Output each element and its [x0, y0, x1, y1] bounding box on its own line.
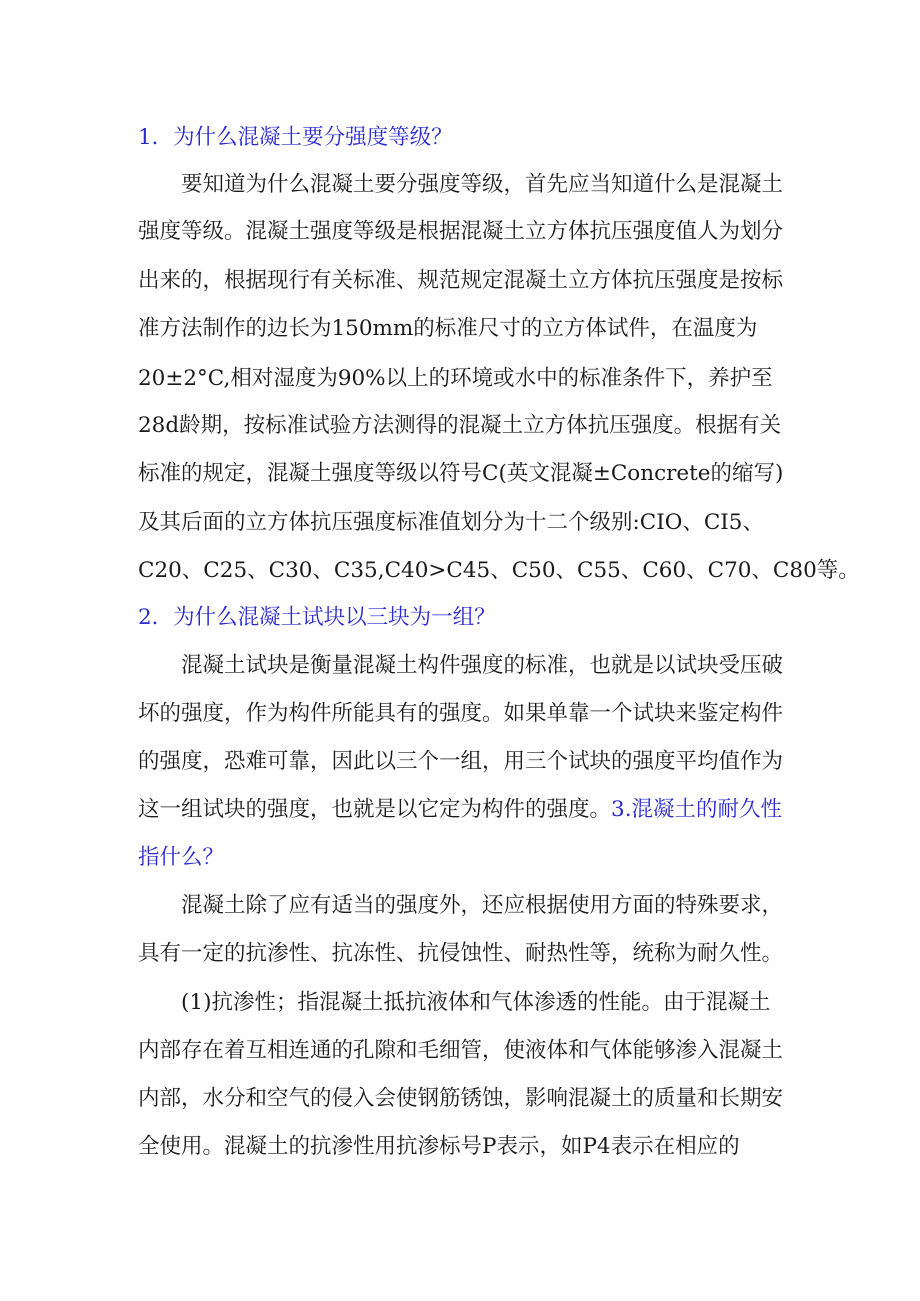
para-4-line: 全使用。混凝土的抗渗性用抗渗标号P表示，如P4表示在相应的: [138, 1134, 740, 1159]
para-4-line: 内部存在着互相连通的孔隙和毛细管，使液体和气体能够渗入混凝土: [138, 1038, 784, 1063]
para-2-line: [138, 799, 782, 821]
para-1-line: 出来的，根据现行有关标准、规范规定混凝土立方体抗压强度是按标: [138, 268, 784, 293]
para-1-line: 28d龄期，按标准试验方法测得的混凝土立方体抗压强度。根据有关: [138, 413, 782, 438]
heading-3-part-b: 指什么？: [138, 845, 225, 870]
para-1-line: C20、C25、C30、C35,C40>C45、C50、C55、C60、C70、C80等。: [138, 558, 860, 583]
para-1-line: 强度等级。混凝土强度等级是根据混凝土立方体抗压强度值人为划分: [138, 219, 784, 244]
para-2-line: 坏的强度，作为构件所能具有的强度。如果单靠一个试块来鉴定构件: [138, 701, 784, 726]
para-2-line: 的强度，恐难可靠，因此以三个一组，用三个试块的强度平均值作为: [138, 749, 784, 774]
para-4-line: 内部，水分和空气的侵入会使钢筋锈蚀，影响混凝土的质量和长期安: [138, 1086, 784, 1111]
para-1-line: 及其后面的立方体抗压强度标准值划分为十二个级别:CIO、CI5、: [138, 510, 764, 535]
heading-2: 2．为什么混凝土试块以三块为一组？: [138, 605, 496, 630]
para-3-line: 混凝土除了应有适当的强度外，还应根据使用方面的特殊要求，: [181, 893, 784, 918]
para-1-line: 标准的规定，混凝土强度等级以符号C(英文混凝±Concrete的缩写): [138, 461, 784, 486]
para-1-line: 20±2°C,相对湿度为90%以上的环境或水中的标准条件下，养护至: [138, 366, 773, 391]
para-2-text: 这一组试块的强度，也就是以它定为构件的强度。: [138, 797, 612, 822]
heading-1: 1．为什么混凝土要分强度等级？: [138, 125, 453, 150]
para-3-line: 具有一定的抗渗性、抗冻性、抗侵蚀性、耐热性等，统称为耐久性。: [138, 941, 784, 966]
para-4-line: (1)抗渗性；指混凝土抵抗液体和气体渗透的性能。由于混凝土: [181, 990, 771, 1015]
para-1-line: 要知道为什么混凝土要分强度等级，首先应当知道什么是混凝土: [181, 172, 784, 197]
para-1-line: 准方法制作的边长为150mm的标准尺寸的立方体试件，在温度为: [138, 316, 758, 341]
heading-3-part-a: 3.混凝土的耐久性: [611, 797, 783, 822]
para-2-line: 混凝土试块是衡量混凝土构件强度的标准，也就是以试块受压破: [181, 653, 784, 678]
